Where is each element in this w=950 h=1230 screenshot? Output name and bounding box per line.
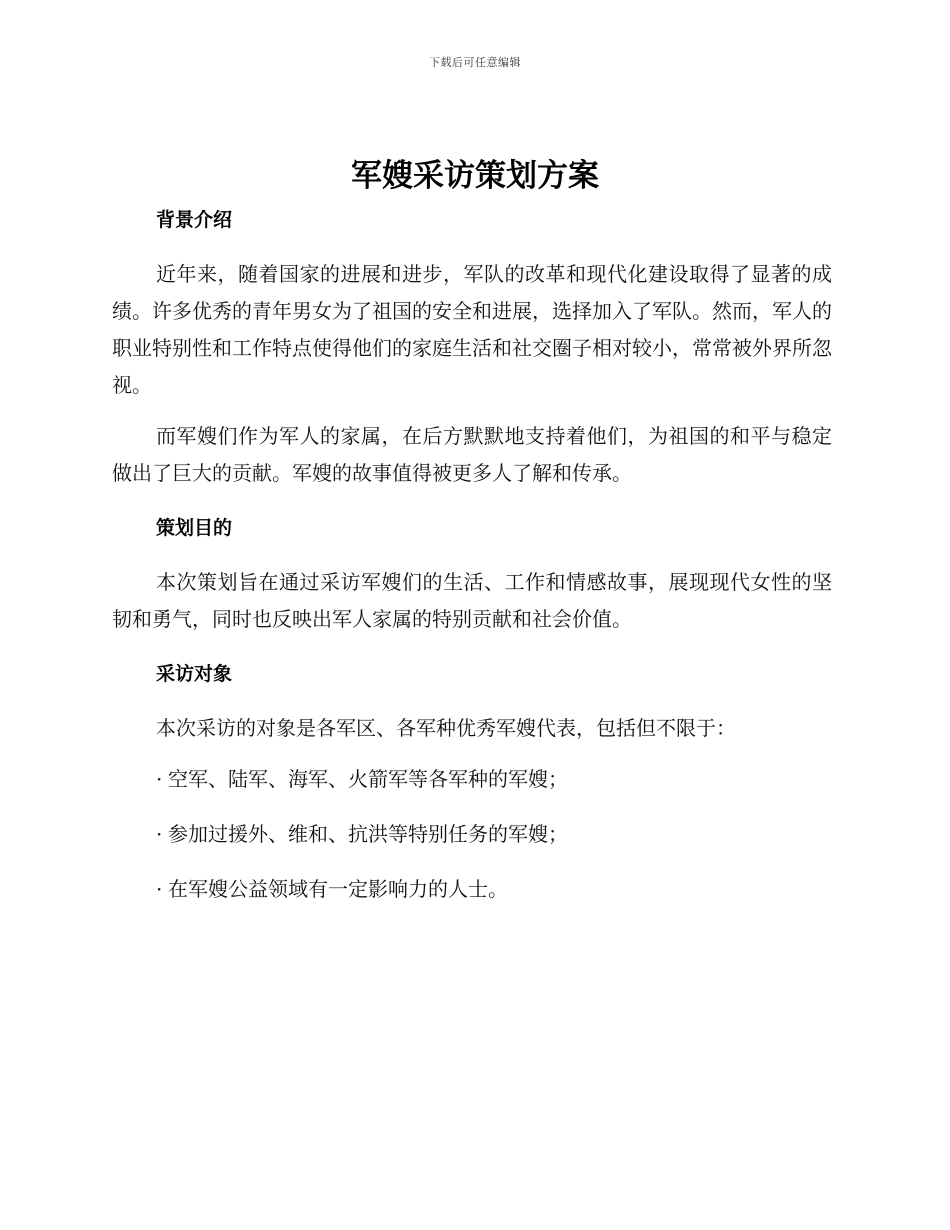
paragraph-subjects-intro: 本次采访的对象是各军区、各军种优秀军嫂代表，包括但不限于： (156, 716, 736, 740)
paragraph-background-1: 近年来，随着国家的进展和进步，军队的改革和现代化建设取得了显著的成绩。许多优秀的青年男女为了祖国的安全和进展，选择加入了军队。然而，军人的职业特别性和工作特点使得他们的家庭生活和社交圈子相对较小，常常被外界所忽视。 (112, 262, 832, 397)
list-item-text: 在军嫂公益领域有一定影响力的人士。 (168, 877, 508, 901)
section-heading-purpose: 策划目的 (156, 517, 233, 539)
bullet-marker: · (156, 877, 163, 901)
list-item-text: 参加过援外、维和、抗洪等特别任务的军嫂； (168, 822, 568, 846)
list-item (156, 816, 832, 853)
paragraph-purpose-1: 本次策划旨在通过采访军嫂们的生活、工作和情感故事，展现现代女性的坚韧和勇气，同时也反映出军人家属的特别贡献和社会价值。 (112, 570, 832, 631)
document-body (112, 204, 832, 926)
section-heading-background: 背景介绍 (156, 209, 233, 231)
page-header-note: 下载后可任意编辑 (429, 56, 521, 69)
document-title: 军嫂采访策划方案 (351, 158, 599, 194)
list-item (156, 761, 832, 798)
section-heading-subjects: 采访对象 (156, 663, 233, 685)
paragraph-background-2: 而军嫂们作为军人的家属，在后方默默地支持着他们，为祖国的和平与稳定做出了巨大的贡献。军嫂的故事值得被更多人了解和传承。 (112, 424, 832, 485)
list-item-text: 空军、陆军、海军、火箭军等各军种的军嫂； (168, 767, 568, 791)
subjects-list (112, 761, 832, 908)
bullet-marker: · (156, 767, 163, 791)
list-item (156, 871, 832, 908)
bullet-marker: · (156, 822, 163, 846)
